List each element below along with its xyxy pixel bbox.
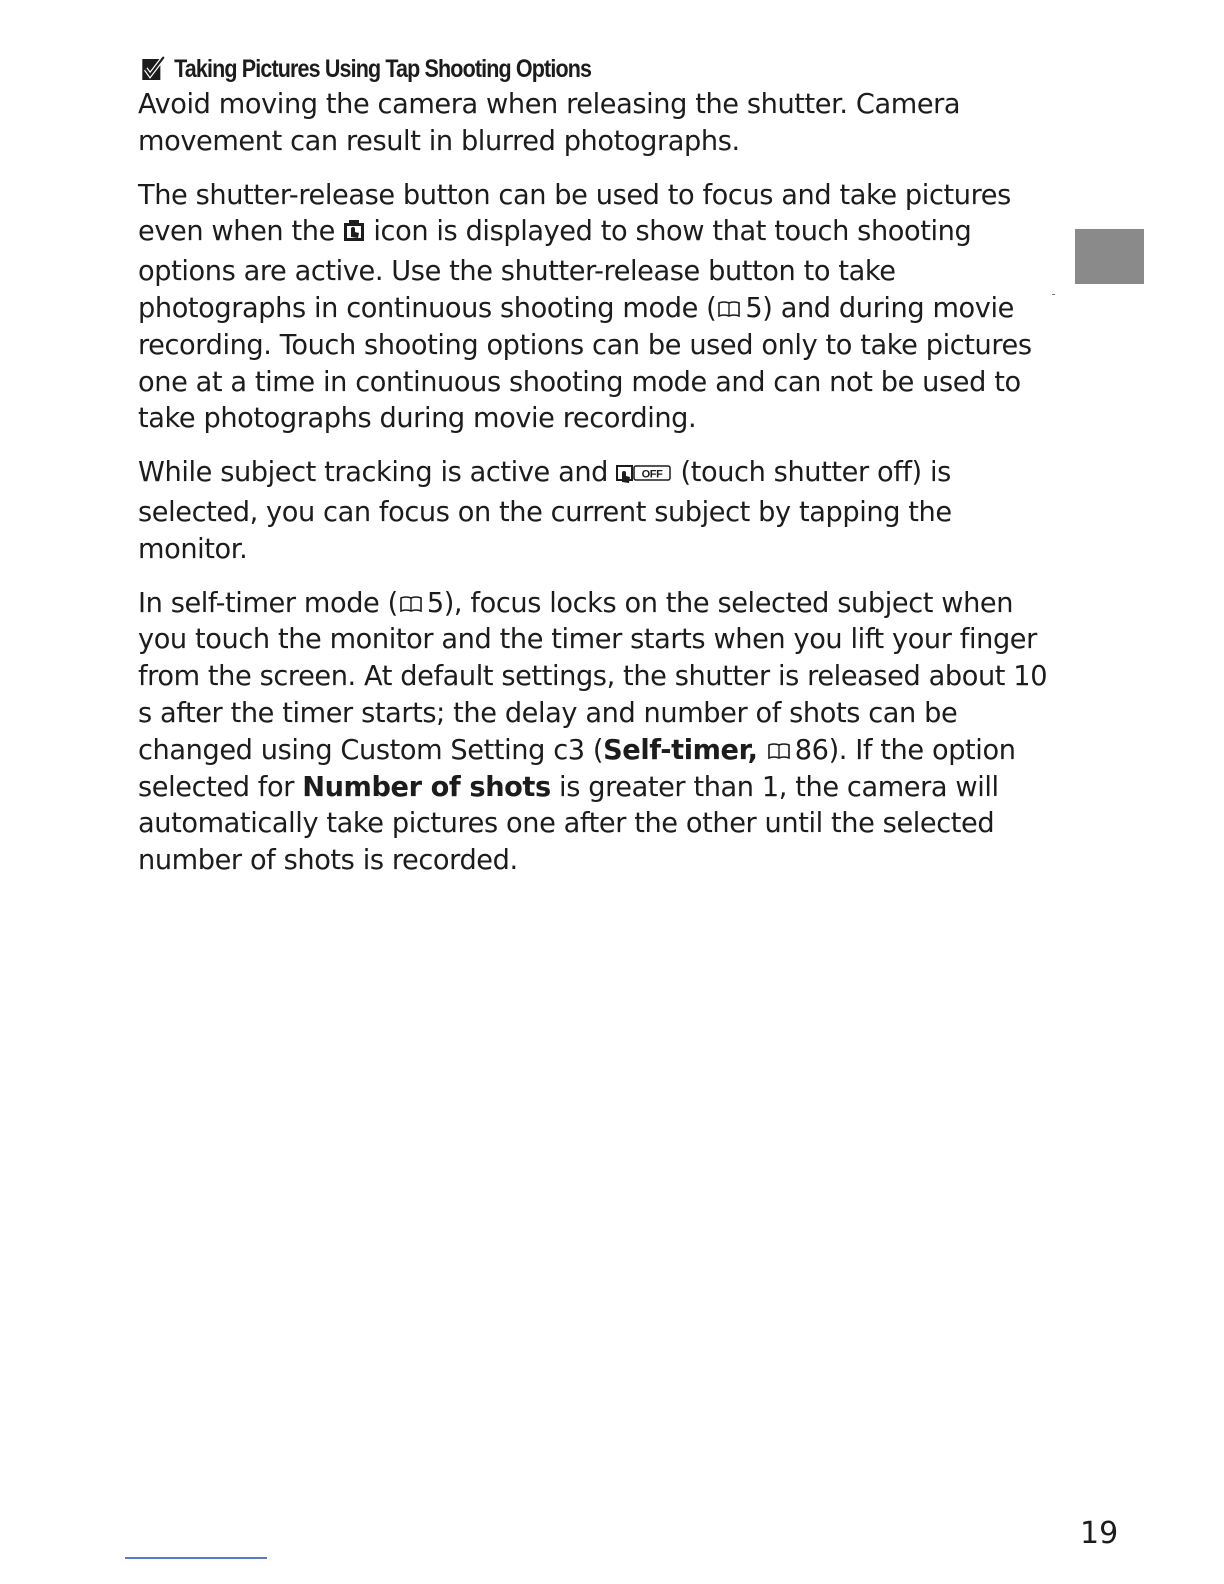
bottom-rule [125,1557,267,1559]
touch-shutter-off-icon [616,458,672,495]
paragraph-self-timer [138,586,1048,880]
p3-text-a: While subject tracking is active and [138,457,617,489]
book-icon [717,292,741,310]
p2-text-b: icon is displayed to show that touch shooting options are active. Use the shutter-release button to take photographs in continuous shooting mode ( [138,216,972,324]
book-icon [399,587,423,605]
chapter-tab-marker [1075,229,1144,284]
p2-text-c: 5) and during movie recording. Touch shooting options can be used only to take pictures one at a time in continuous shooting mode and can not be used to take photographs during movie recording. [138,292,1032,435]
note-heading [138,50,921,88]
page-content [138,50,1048,897]
note-title: Taking Pictures Using Tap Shooting Options [174,54,592,83]
p4-text-c [758,735,766,766]
paragraph-camera-movement: Avoid moving the camera when releasing the shutter. Camera movement can result in blurred photographs. [138,89,961,157]
p4-text-e: is greater than 1, the camera will automatically take pictures one after the other until the selected number of shots is recorded. [138,771,999,877]
self-timer-setting: Self-timer, [603,734,758,766]
page-number: 19 [1080,1516,1119,1551]
book-icon [767,734,791,752]
p4-text-d: 86). If the option selected for [138,734,1016,803]
p3-text-b: (touch shutter off) is selected, you can focus on the current subject by tapping the monitor. [138,457,952,565]
tab-tick-mark [1052,294,1055,295]
touch-shooting-icon [343,217,365,254]
svg-text:OFF: OFF [641,468,663,481]
p4-text-b: 5), focus locks on the selected subject when you touch the monitor and the timer starts when you lift your finger from the screen. At default settings, the shutter is released about 10 s after the timer starts; the delay and number of shots can be changed using Custom Setting c3 ( [138,587,1048,766]
paragraph-subject-tracking [138,455,1048,568]
paragraph-shutter-release [138,178,1048,439]
p2-text-a: The shutter-release button can be used to focus and take pictures even when the [138,179,1011,248]
checkbox-note-icon [141,56,165,82]
p4-text-a: In self-timer mode ( [138,587,398,619]
number-of-shots-setting: Number of shots [302,771,551,803]
